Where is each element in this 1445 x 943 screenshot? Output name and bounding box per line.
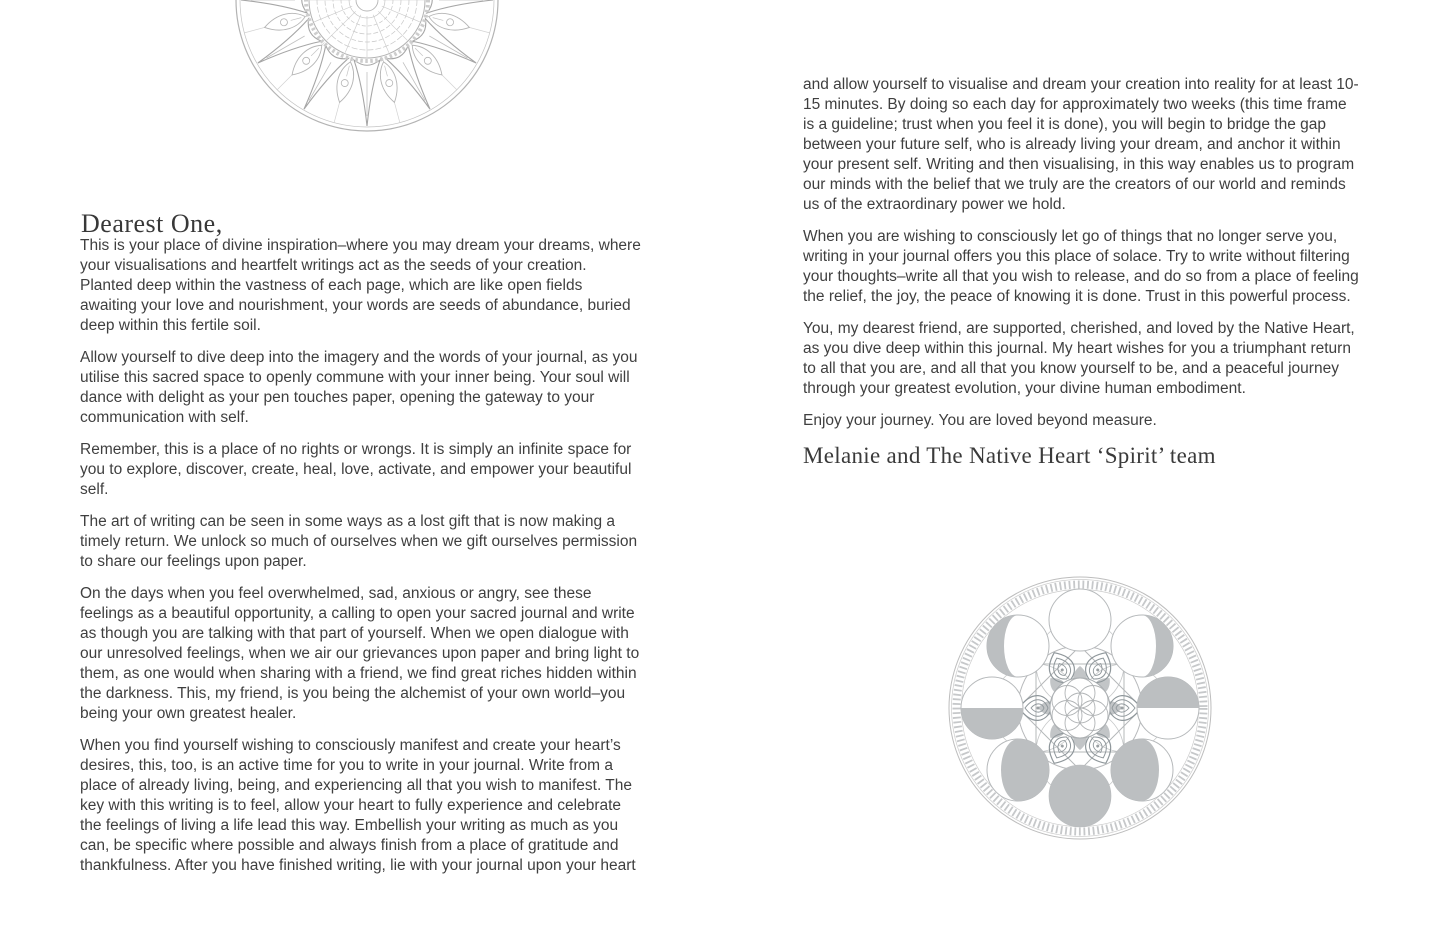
paragraph: Remember, this is a place of no rights or wrongs. It is simply an infinite space for you to explore, discover, create, heal, love, activate, and empower your beautiful self. — [80, 441, 632, 498]
sun-dreamcatcher-mandala-icon — [227, 0, 507, 138]
moon-first-quarter-icon — [1137, 677, 1199, 739]
paragraph: You, my dearest friend, are supported, cherished, and loved by the Native Heart, as you dive deep within this journal. My heart wishes for you a triumphant return to all that you are, and all that you know yourself to be, and a peaceful journey through your greatest evolution, your divine human embodiment. — [803, 320, 1355, 397]
right-page-paragraphs — [803, 75, 1359, 399]
signature: Melanie and The Native Heart ‘Spirit’ team — [803, 443, 1216, 468]
paragraph: When you find yourself wishing to consciously manifest and create your heart’s desires, this, too, is an active time for you to write in your journal. Write from a place of already living, being, and experiencing all that you wish to manifest. The key with this writing is to feel, allow your heart to fully experience and celebrate the feelings of living a life lead this way. Embellish your writing as much as you can, be specific where possible and always finish from a place of gratitude and thankfulness. After you have finished writing, lie with your journal upon your heart — [80, 737, 636, 874]
right-page-text — [803, 75, 1359, 469]
paragraph: When you are wishing to consciously let go of things that no longer serve you, writing in your journal offers you this place of solace. Try to write without filtering your thoughts–write all that you wish to release, and do so from a place of feeling the relief, the joy, the peace of knowing it is done. Trust in this powerful process. — [803, 228, 1359, 305]
moon-waning-gibbous-icon — [987, 739, 1049, 801]
paragraph: and allow yourself to visualise and dream your creation into reality for at least 10-15 minutes. By doing so each day for approximately two weeks (this time frame is a guideline; trust when you feel it is done), you will begin to bridge the gap between your future self, who is already living your dream, and anchor it within your present self. Writing and then visualising, in this way enables us to program our minds with the belief that we truly are the creators of our world and reminds us of the extraordinary power we hold. — [803, 76, 1359, 213]
closing-line: Enjoy your journey. You are loved beyond measure. — [803, 412, 1157, 429]
paragraph: On the days when you feel overwhelmed, sad, anxious or angry, see these feelings as a beautiful opportunity, a calling to open your sacred journal and write as though you are talking with that part of yourself. When we open dialogue with our unresolved feelings, when we air our grievances upon paper and bring light to them, as one would when sharing with a friend, we find great riches hidden within the darkness. This, my friend, is you being the alchemist of your own world–you being your own greatest healer. — [80, 585, 640, 722]
page-title: Dearest One, — [81, 209, 223, 239]
moon-waning-crescent-icon — [987, 615, 1049, 677]
moon-waxing-gibbous-icon — [1111, 739, 1173, 801]
moon-phase-mandala-icon — [946, 574, 1214, 842]
paragraph: This is your place of divine inspiration–where you may dream your dreams, where your visualisations and heartfelt writings act as the seeds of your creation. Planted deep within the vastness of each page, which are like open fields awaiting your love and nourishment, your words are seeds of abundance, buried deep within this fertile soil. — [80, 237, 641, 334]
moon-waxing-crescent-icon — [1111, 615, 1173, 677]
moon-last-quarter-icon — [961, 677, 1023, 739]
moon-new-icon — [1049, 589, 1111, 651]
moon-full-icon — [1049, 765, 1111, 827]
seed-of-life-icon — [1050, 678, 1110, 738]
paragraph: Allow yourself to dive deep into the imagery and the words of your journal, as you utilise this sacred space to openly commune with your inner being. Your soul will dance with delight as your pen touches paper, opening the gateway to your communication with self. — [80, 349, 638, 426]
paragraph: The art of writing can be seen in some ways as a lost gift that is now making a timely return. We unlock so much of ourselves when we gift ourselves permission to share our feelings upon paper. — [80, 513, 638, 570]
left-page-text — [80, 236, 642, 888]
